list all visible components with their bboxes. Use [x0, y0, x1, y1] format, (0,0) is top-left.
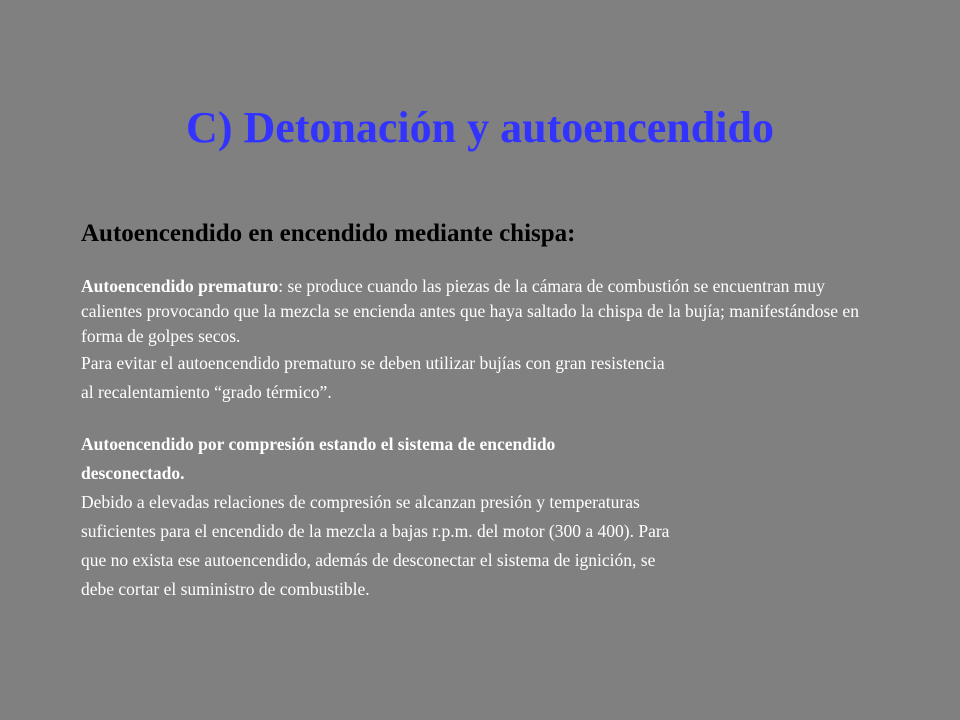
prevention-line-1: Para evitar el autoencendido prematuro se deben utilizar bujías con gran resistencia — [81, 353, 665, 373]
compression-body-line-1: Debido a elevadas relaciones de compresión se alcanzan presión y temperaturas — [81, 492, 640, 512]
compression-body-line-2: suficientes para el encendido de la mezcla a bajas r.p.m. del motor (300 a 400). Para — [81, 521, 670, 541]
compression-ignition-heading-2: desconectado. — [81, 463, 185, 483]
premature-ignition-term: Autoencendido prematuro — [81, 276, 279, 296]
prevention-line-2: al recalentamiento “grado térmico”. — [81, 382, 332, 402]
section-subtitle: Autoencendido en encendido mediante chispa: — [81, 220, 576, 247]
compression-ignition-heading-1: Autoencendido por compresión estando el sistema de encendido — [81, 434, 556, 454]
premature-ignition-paragraph — [81, 274, 881, 349]
premature-ignition-definition: : se produce cuando las piezas de la cámara de combustión se encuentran muy calientes provocando que la mezcla se encienda antes que haya saltado la chispa de la bujía; manifestándose en forma de golpes secos. — [81, 276, 859, 346]
slide-title: C) Detonación y autoencendido — [186, 103, 774, 152]
section-gap — [81, 407, 881, 430]
compression-body-line-4: debe cortar el suministro de combustible. — [81, 579, 370, 599]
slide-body — [81, 216, 881, 604]
compression-body-line-3: que no exista ese autoencendido, además de desconectar el sistema de ignición, se — [81, 550, 656, 570]
